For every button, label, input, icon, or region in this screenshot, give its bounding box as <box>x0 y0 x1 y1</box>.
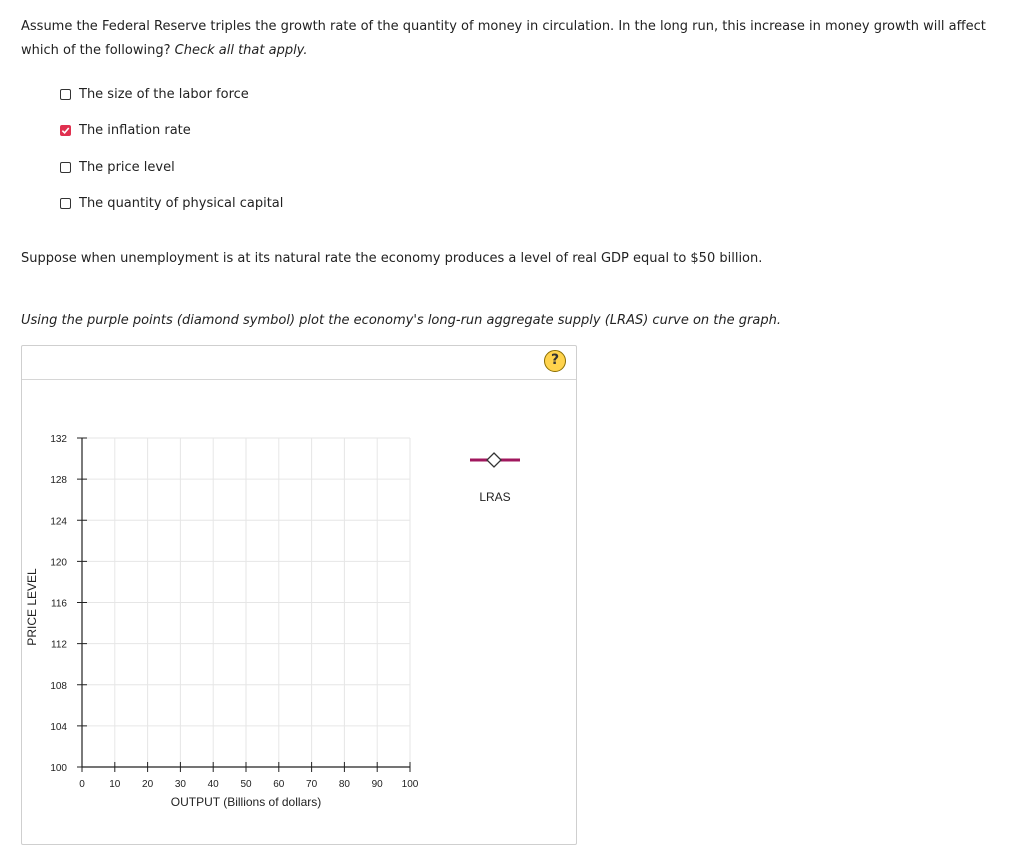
choice-physical-capital[interactable] <box>60 193 283 213</box>
x-tick-label: 30 <box>174 779 186 790</box>
choice-label: The price level <box>79 159 175 175</box>
choice-label: The inflation rate <box>79 122 191 138</box>
y-tick-label: 104 <box>50 721 67 733</box>
question-part1 <box>21 15 1011 63</box>
checkmark-icon <box>61 126 70 135</box>
checkbox[interactable] <box>60 162 71 173</box>
y-tick-label: 116 <box>51 598 67 610</box>
x-tick-label: 10 <box>109 779 121 790</box>
y-tick-label: 100 <box>50 763 67 774</box>
checkbox[interactable] <box>60 198 71 209</box>
y-tick-label: 112 <box>51 639 67 651</box>
y-axis-title: PRICE LEVEL <box>25 568 39 646</box>
choice-labor-force[interactable] <box>60 84 249 104</box>
x-tick-label: 20 <box>142 779 154 790</box>
question-part1-text: Assume the Federal Reserve triples the growth rate of the quantity of money in circulation. In the long run, this increase in money growth will affect which of the following? <box>21 19 986 58</box>
choice-label: The size of the labor force <box>79 86 249 102</box>
x-tick-label: 50 <box>240 779 252 790</box>
choice-inflation-rate[interactable] <box>60 120 191 140</box>
y-tick-label: 132 <box>50 434 67 445</box>
x-tick-label: 80 <box>338 779 350 790</box>
help-icon[interactable]: ? <box>544 350 566 372</box>
x-tick-label: 70 <box>306 779 318 790</box>
choice-label: The quantity of physical capital <box>79 195 284 211</box>
x-tick-label: 100 <box>401 779 419 790</box>
graph-panel-header <box>22 346 576 380</box>
checkbox[interactable] <box>60 89 71 100</box>
graph-panel <box>21 345 577 845</box>
x-tick-label: 40 <box>207 779 219 790</box>
x-axis-title: OUTPUT (Billions of dollars) <box>170 795 322 809</box>
y-tick-label: 108 <box>50 680 67 692</box>
question-part1-instruction: Check all that apply. <box>174 43 308 58</box>
x-tick-label: 60 <box>273 779 285 790</box>
x-tick-label: 0 <box>79 779 85 790</box>
choice-price-level[interactable] <box>60 157 175 177</box>
y-tick-label: 120 <box>50 557 67 569</box>
lras-legend-label: LRAS <box>479 490 511 504</box>
checkbox[interactable] <box>60 125 71 136</box>
question-part2: Suppose when unemployment is at its natural rate the economy produces a level of real GDP equal to $50 billion. <box>21 251 763 266</box>
y-tick-label: 124 <box>50 516 67 528</box>
y-tick-label: 128 <box>50 475 67 487</box>
x-tick-label: 90 <box>371 779 383 790</box>
question-part3: Using the purple points (diamond symbol) plot the economy's long-run aggregate supply (LRAS) curve on the graph. <box>21 313 781 328</box>
